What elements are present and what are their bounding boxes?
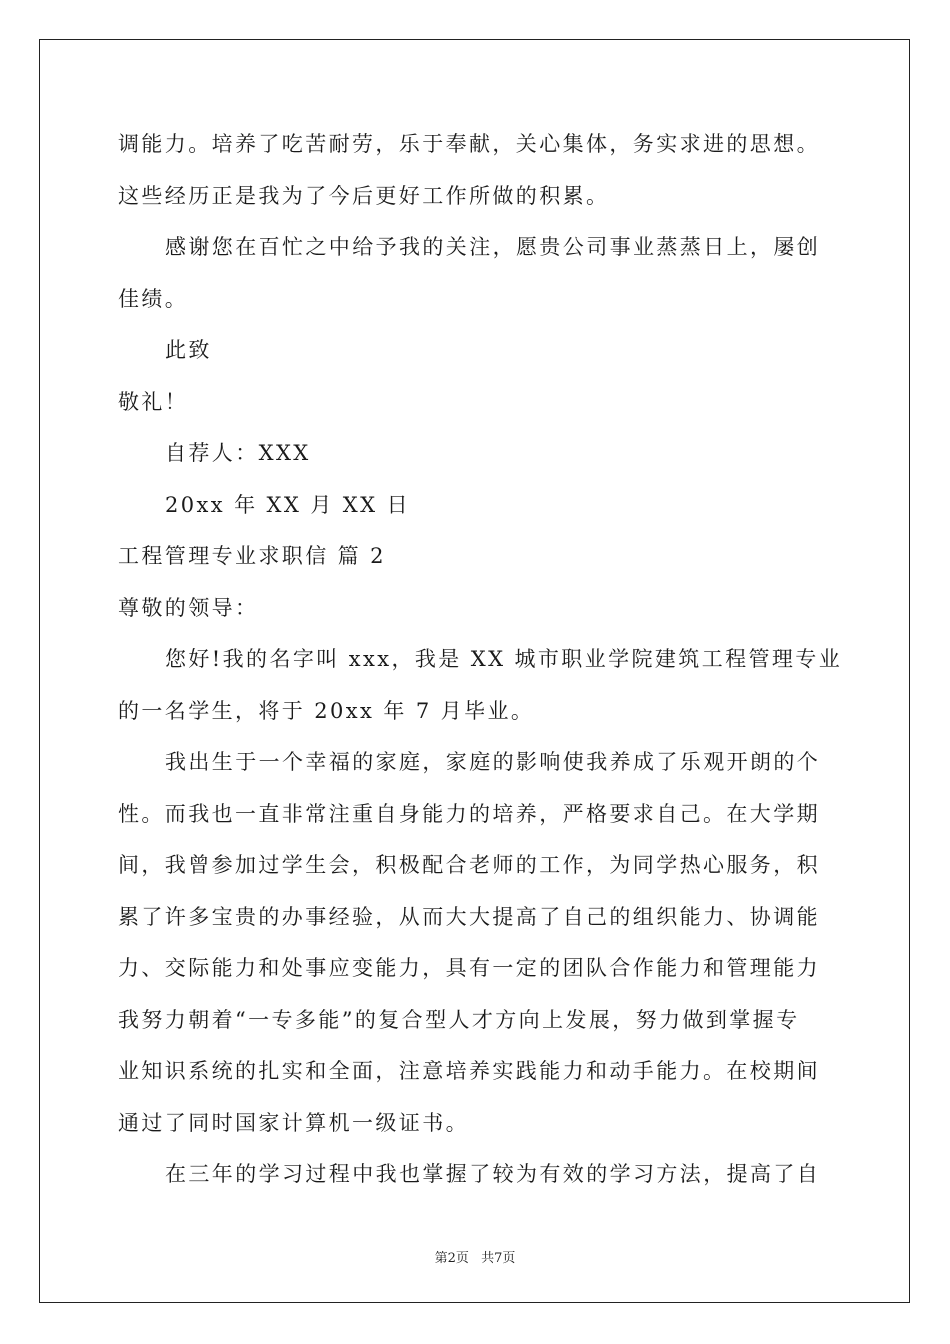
paragraph-line: 这些经历正是我为了今后更好工作所做的积累。	[118, 183, 610, 208]
section-title: 工程管理专业求职信 篇 2	[118, 544, 386, 568]
paragraph-line: 我努力朝着“一专多能”的复合型人才方向上发展，努力做到掌握专	[118, 1007, 800, 1032]
paragraph-line: 间，我曾参加过学生会，积极配合老师的工作，为同学热心服务，积	[118, 853, 820, 877]
closing-phrase: 此致	[165, 338, 212, 362]
paragraph-line: 感谢您在百忙之中给予我的关注，愿贵公司事业蒸蒸日上，屡创	[165, 235, 821, 259]
paragraph-line: 我出生于一个幸福的家庭，家庭的影响使我养成了乐观开朗的个	[165, 750, 821, 774]
document-body	[118, 119, 843, 1201]
paragraph-line: 力、交际能力和处事应变能力，具有一定的团队合作能力和管理能力	[118, 956, 820, 980]
paragraph-line: 在三年的学习过程中我也掌握了较为有效的学习方法，提高了自	[165, 1162, 821, 1186]
paragraph-line: 通过了同时国家计算机一级证书。	[118, 1110, 469, 1135]
date-line: 20xx 年 XX 月 XX 日	[165, 492, 410, 517]
paragraph-line: 您好!我的名字叫 xxx，我是 XX 城市职业学院建筑工程管理专业	[165, 647, 843, 671]
closing-salutation: 敬礼！	[118, 389, 189, 414]
paragraph-line: 佳绩。	[118, 286, 189, 311]
greeting: 尊敬的领导：	[118, 595, 259, 620]
page-total: 共7页	[481, 1251, 516, 1266]
page-number: 第2页	[434, 1251, 469, 1266]
paragraph-line: 的一名学生，将于 20xx 年 7 月毕业。	[118, 698, 535, 723]
paragraph-line: 业知识系统的扎实和全面，注意培养实践能力和动手能力。在校期间	[118, 1059, 820, 1083]
signature-line: 自荐人：XXX	[165, 441, 311, 465]
paragraph-line: 累了许多宝贵的办事经验，从而大大提高了自己的组织能力、协调能	[118, 904, 820, 929]
paragraph-line: 调能力。培养了吃苦耐劳，乐于奉献，关心集体，务实求进的思想。	[118, 132, 820, 156]
page-footer	[0, 1247, 950, 1266]
paragraph-line: 性。而我也一直非常注重自身能力的培养，严格要求自己。在大学期	[118, 801, 820, 826]
